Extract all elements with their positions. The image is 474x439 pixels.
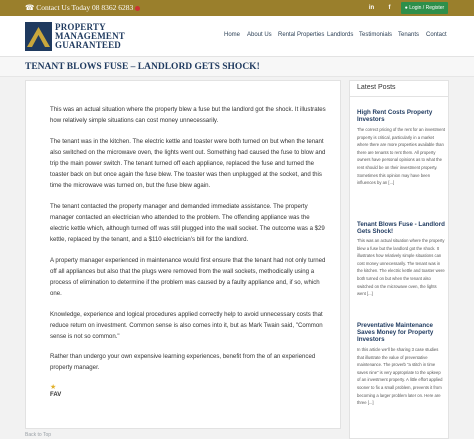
sidebar-post-excerpt: The correct pricing of the rent for an investment property is critical, particularly in a market where there are more properties available than there are tenants to rent them. All property owners have personal opinions as to what the rent should be on their investment property. Sometimes this opinion may have been influences by an [...] [357, 127, 445, 186]
nav-about-us[interactable]: About Us [247, 32, 272, 38]
post-paragraph: Knowledge, experience and logical procedures applied correctly help to avoid unnecessary costs that reduce return on investment. Common sense is also comes into it, but as Mark Twain said, "Common sense is not so common." [50, 311, 323, 340]
nav-contact[interactable]: Contact [426, 32, 447, 38]
user-icon: ● [404, 5, 408, 11]
fav-label[interactable]: FAV [50, 392, 62, 398]
page-title: TENANT BLOWS FUSE – LANDLORD GETS SHOCK! [25, 62, 260, 72]
nav-home[interactable]: Home [224, 32, 241, 38]
australia-flag-icon [135, 6, 140, 11]
sidebar-divider [349, 96, 449, 97]
logo-roof-icon [25, 22, 52, 51]
nav-tenants[interactable]: Tenants [398, 32, 420, 38]
star-icon[interactable]: ★ [50, 384, 57, 391]
post-paragraph: A property manager experienced in maintenance would first ensure that the tenant had not only turned off all appliances but also that the plugs were removed from the wall sockets, methodically using a process of elimination to determine if the problem was caused by a faulty appliance and, if so, which one. [50, 257, 326, 297]
contact-phone-link[interactable]: ☎ Contact Us Today 08 8362 6283 [25, 3, 140, 12]
sidebar-post-excerpt: In this article we'll be sharing 3 case studies that illustrate the value of preventative maintenance. The proverb "a stitch in time saves nine" is very appropriate to the upkeep of an investment property. A little effort applied sooner to fix a small problem, prevents it from becoming a larger problem later on. Here are three [...] [357, 347, 443, 406]
sidebar-post-title[interactable]: Preventative Maintenance Saves Money for Property Investors [357, 322, 434, 343]
nav-rental-properties[interactable]: Rental Properties [278, 32, 325, 38]
site-header [0, 16, 474, 57]
nav-testimonials[interactable]: Testimonials [359, 32, 393, 38]
phone-icon: ☎ [25, 3, 35, 12]
page-title-bar [0, 57, 474, 77]
site-logo[interactable] [25, 22, 135, 51]
post-paragraph: The tenant was in the kitchen. The electric kettle and toaster were both turned on but when the tenant also switched on the microwave oven, the lights went out. Something had caused the fuse to blow and trip the main power switch. The tenant turned off each appliance, replaced the fuse and turned the toaster back on but once again the fuse blew. The toaster was then unplugged at the socket, and this time the microwave was turned on, but the fuse blew again. [50, 138, 326, 189]
logo-wordmark: PROPERTY MANAGEMENT GUARANTEED [55, 22, 125, 50]
top-contact-bar [0, 0, 474, 16]
post-paragraph: Rather than undergo your own expensive learning experiences, benefit from the of an experienced property manager. [50, 353, 316, 371]
post-paragraph: This was an actual situation where the property blew a fuse but the landlord got the shock. It illustrates how relatively simple situations can cost money unnecessarily. [50, 106, 326, 124]
facebook-icon[interactable]: f [388, 5, 391, 11]
linkedin-icon[interactable]: in [368, 5, 375, 11]
post-paragraph: The tenant contacted the property manager and demanded immediate assistance. The property manager contacted an electrician who attended to the problem. The offending appliance was the electric kettle which, although turned off was still plugged into the wall socket. The outcome was a $29 kettle, replaced by the tenant, and a $110 electrician's bill for the landlord. [50, 203, 325, 243]
sidebar-heading: Latest Posts [357, 84, 396, 91]
sidebar-post-title[interactable]: High Rent Costs Property Investors [357, 109, 433, 123]
sidebar-post-excerpt: This was an actual situation where the property blew a fuse but the landlord got the shock. It illustrates how relatively simple situations can cost money unnecessarily. The tenant was in the kitchen. The electric kettle and toaster were both turned on but when the tenant also switched on the microwave oven, the lights went [...] [357, 238, 445, 297]
nav-landlords[interactable]: Landlords [327, 32, 354, 38]
login-register-button[interactable]: ● Login / Register [401, 2, 448, 14]
back-to-top-link[interactable]: Back to Top [25, 432, 52, 438]
sidebar-post-title[interactable]: Tenant Blows Fuse - Landlord Gets Shock! [357, 221, 445, 235]
